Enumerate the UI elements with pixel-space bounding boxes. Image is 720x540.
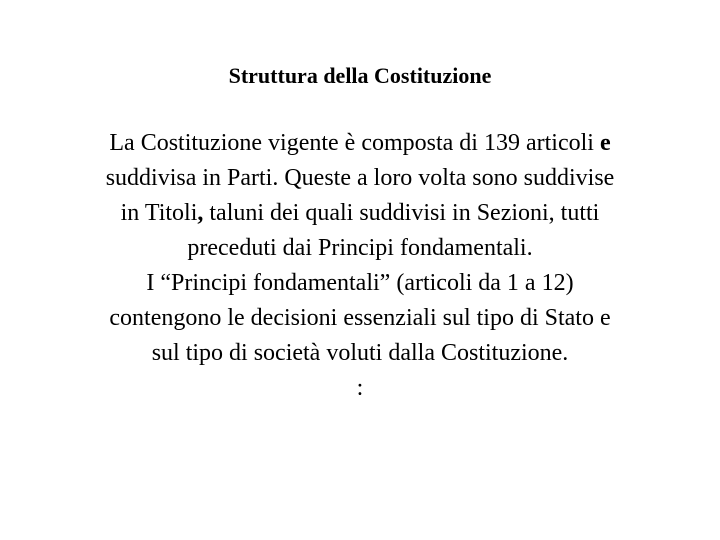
text-segment: La Costituzione vigente è composta di 139 articoli — [109, 130, 600, 156]
body-line — [50, 301, 670, 336]
text-segment: suddivisa in Parti. Queste a loro volta sono suddivise — [105, 165, 615, 191]
text-segment: taluni dei quali suddivisi in Sezioni, tutti — [203, 200, 600, 226]
body-line — [50, 266, 670, 301]
body-line — [50, 231, 670, 266]
text-segment: preceduti dai Principi fondamentali. — [187, 235, 533, 261]
bold-segment: e — [599, 130, 611, 156]
text-segment: I “Principi fondamentali” (articoli da 1 a 12) — [146, 270, 574, 296]
body-line — [50, 336, 670, 371]
text-segment: contengono le decisioni essenziali sul tipo di Stato e — [109, 305, 611, 331]
slide-body — [50, 126, 670, 406]
body-line — [50, 196, 670, 231]
text-segment: in Titoli — [120, 200, 198, 226]
text-segment: sul tipo di società voluti dalla Costituzione. — [151, 340, 569, 366]
body-line — [50, 126, 670, 161]
body-line — [50, 161, 670, 196]
slide-title: Struttura della Costituzione — [228, 63, 492, 88]
text-segment: : — [356, 375, 364, 401]
bold-segment: , — [197, 200, 204, 226]
body-line — [50, 371, 670, 406]
